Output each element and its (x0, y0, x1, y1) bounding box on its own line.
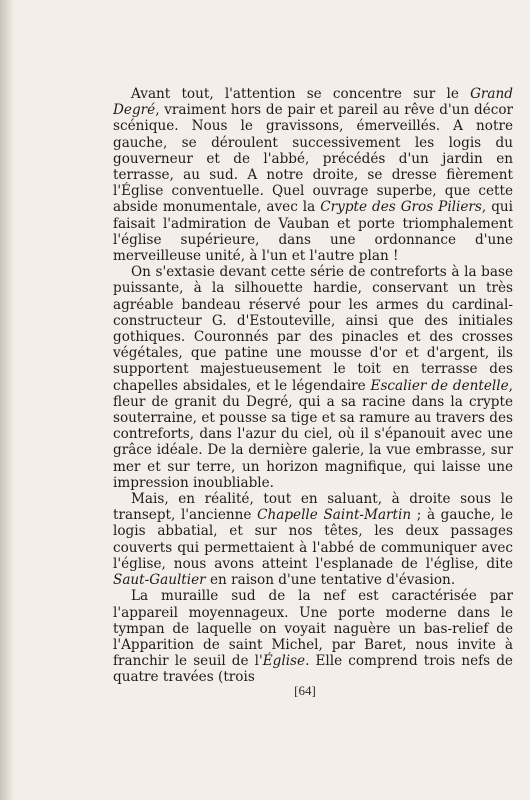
paragraph: Avant tout, l'attention se concentre sur le Grand Degré, vraiment hors de pair et pareil au rêve d'un décor scénique. Nous le gravissons, émerveillés. A notre gauche, se déroulent successivement les logis du gouverneur et de l'abbé, précédés d'un jardin en terrasse, au sud. A notre droite, se dresse fièrement l'Église conventuelle. Quel ouvrage superbe, que cette abside monumentale, avec la Crypte des Gros Piliers, qui faisait l'admiration de Vauban et porte triomphalement l'église supérieure, dans une ordonnance d'une merveilleuse unité, à l'un et l'autre plan ! (113, 86, 514, 265)
italic-phrase: Grand Degré (113, 86, 513, 119)
page-edge-shadow (0, 0, 14, 800)
body-text (113, 86, 513, 686)
italic-phrase: Crypte des Gros Piliers (320, 199, 482, 216)
paragraph: La muraille sud de la nef est caractérisée par l'appareil moyennageux. Une porte moderne dans le tympan de laquelle on voyait naguère un bas-relief de l'Apparition de saint Michel, par Baret, nous invite à franchir le seuil de l'Église. Elle comprend trois nefs de quatre travées (trois (113, 588, 513, 686)
italic-phrase: Saut-Gaultier (113, 572, 206, 589)
italic-phrase: Église (262, 653, 306, 670)
page-number: [64] (294, 683, 316, 698)
italic-phrase: Chapelle Saint-Martin (257, 507, 412, 524)
paragraph: Mais, en réalité, tout en saluant, à droite sous le transept, l'ancienne Chapelle Saint-Martin ; à gauche, le logis abbatial, et sur nos têtes, les deux passages couverts qui permettaient à l'abbé de communiquer avec l'église, nous avons atteint l'esplanade de l'église, dite Saut-Gaultier en raison d'une tentative d'évasion. (113, 491, 513, 589)
paragraph: On s'extasie devant cette série de contreforts à la base puissante, à la silhouette hardie, conservant un très agréable bandeau réservé pour les armes du cardinal-constructeur G. d'Estouteville, ainsi que des initiales gothiques. Couronnés par des pinacles et des crosses végétales, que patine une mousse d'or et d'argent, ils supportent majestueusement le toit en terrasse des chapelles absidales, et le légendaire Escalier de dentelle, fleur de granit du Degré, qui a sa racine dans la crypte souterraine, et pousse sa tige et sa ramure au travers des contreforts, dans l'azur du ciel, où il s'épanouit avec une grâce idéale. De la dernière galerie, la vue embrasse, sur mer et sur terre, un horizon magnifique, qui laisse une impression inoubliable. (113, 264, 513, 491)
italic-phrase: Escalier de dentelle (370, 377, 509, 394)
